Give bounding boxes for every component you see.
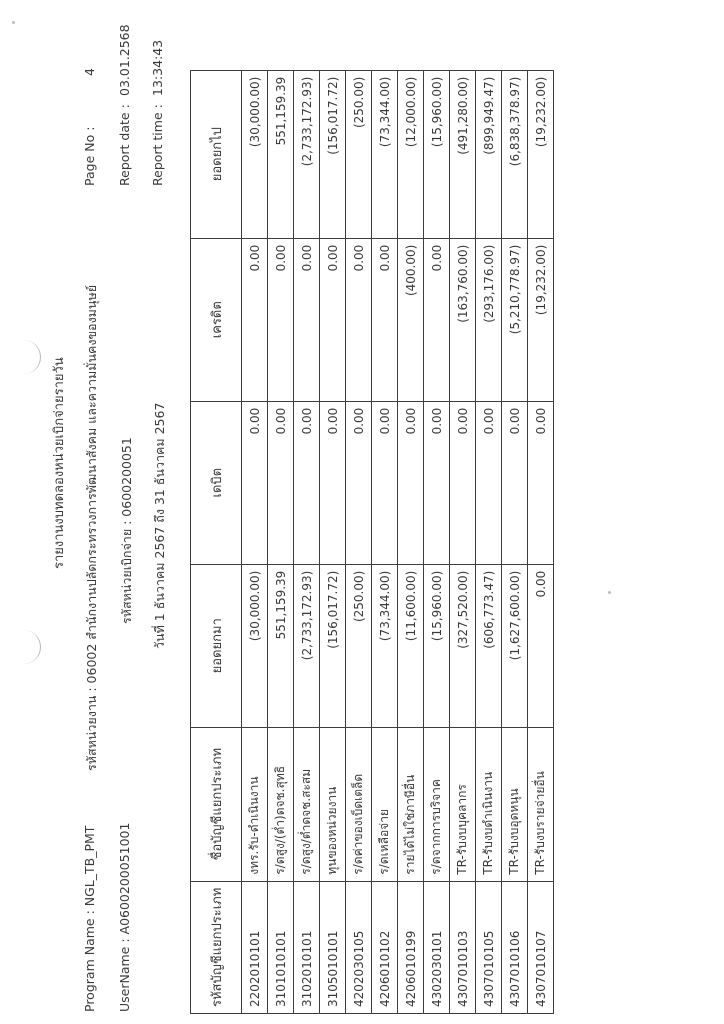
cell-account-name: งทร.รับ-ดำเนินงาน xyxy=(242,727,268,881)
header-closing-balance: ยอดยกไป xyxy=(191,70,242,238)
cell-account-code: 2202010101 xyxy=(242,881,268,1013)
table-row xyxy=(398,70,424,1013)
cell-closing-balance: (12,000.00) xyxy=(398,70,424,238)
table-row xyxy=(294,70,320,1013)
cell-account-code: 4206010199 xyxy=(398,881,424,1013)
cell-debit: 0.00 xyxy=(242,401,268,564)
cell-debit: 0.00 xyxy=(528,401,554,564)
cell-credit: (5,210,778.97) xyxy=(502,238,528,401)
table-row xyxy=(346,70,372,1013)
cell-credit: 0.00 xyxy=(372,238,398,401)
cell-account-code: 4302030101 xyxy=(424,881,450,1013)
report-time-value: 13:34:43 xyxy=(150,39,165,96)
cell-debit: 0.00 xyxy=(372,401,398,564)
cell-closing-balance: (491,280.00) xyxy=(450,70,476,238)
table-row xyxy=(476,70,502,1013)
user-name: UserName : A0600200051001 xyxy=(117,822,132,1012)
table-row xyxy=(424,70,450,1013)
cell-credit: (400.00) xyxy=(398,238,424,401)
cell-account-code: 3105010101 xyxy=(320,881,346,1013)
cell-debit: 0.00 xyxy=(476,401,502,564)
cell-debit: 0.00 xyxy=(294,401,320,564)
cell-account-name: ร/ดค่าของเบ็ดเตล็ด xyxy=(346,727,372,881)
date-range: วันที่ 1 ธันวาคม 2567 ถึง 31 ธันวาคม 2567 xyxy=(152,402,167,649)
cell-opening-balance: (1,627,600.00) xyxy=(502,564,528,727)
report-time-label: Report time : xyxy=(150,104,165,186)
cell-account-code: 3101010101 xyxy=(268,881,294,1013)
trial-balance-table xyxy=(190,70,554,1014)
cell-account-name: ร/ดเหลือจ่าย xyxy=(372,727,398,881)
cell-account-name: ร/ดจากการบริจาค xyxy=(424,727,450,881)
cell-opening-balance: (2,733,172.93) xyxy=(294,564,320,727)
table-row xyxy=(372,70,398,1013)
cell-debit: 0.00 xyxy=(450,401,476,564)
cell-credit: 0.00 xyxy=(424,238,450,401)
cell-closing-balance: (2,733,172.93) xyxy=(294,70,320,238)
cell-account-name: TR-รับงบบุคลากร xyxy=(450,727,476,881)
table-row xyxy=(242,70,268,1013)
cell-account-name: ร/ดสูง/ต่ำดจช.สะสม xyxy=(294,727,320,881)
report-title: รายงานงบทดลองหน่วยเบิกจ่ายรายวัน xyxy=(52,357,67,569)
paper-speck xyxy=(608,591,611,594)
cell-account-name: ร/ดสูง/(ต่ำ)ดจช.สุทธิ xyxy=(268,727,294,881)
cell-account-name: TR-รับงบดำเนินงาน xyxy=(476,727,502,881)
disbursement-unit: รหัสหน่วยเบิกจ่าย : 0600200051 xyxy=(119,437,134,624)
cell-account-name: TR-รับงบรายจ่ายอื่น xyxy=(528,727,554,881)
header-credit: เครดิต xyxy=(191,238,242,401)
cell-closing-balance: (899,949.47) xyxy=(476,70,502,238)
page-label: Page No : xyxy=(82,126,97,186)
cell-credit: (293,176.00) xyxy=(476,238,502,401)
table-row xyxy=(450,70,476,1013)
cell-opening-balance: (15,960.00) xyxy=(424,564,450,727)
cell-credit: 0.00 xyxy=(320,238,346,401)
cell-opening-balance: (11,600.00) xyxy=(398,564,424,727)
cell-debit: 0.00 xyxy=(346,401,372,564)
report-date-label: Report date : xyxy=(117,104,132,186)
cell-account-code: 4307010103 xyxy=(450,881,476,1013)
report-date-value: 03.01.2568 xyxy=(117,24,132,96)
header-debit: เดบิต xyxy=(191,401,242,564)
cell-closing-balance: (73,344.00) xyxy=(372,70,398,238)
paper-speck xyxy=(12,21,15,24)
punch-hole-mark xyxy=(22,340,41,374)
cell-account-code: 4307010107 xyxy=(528,881,554,1013)
cell-account-code: 4307010106 xyxy=(502,881,528,1013)
cell-closing-balance: (30,000.00) xyxy=(242,70,268,238)
cell-account-code: 4206010102 xyxy=(372,881,398,1013)
cell-opening-balance: (250.00) xyxy=(346,564,372,727)
cell-credit: (19,232.00) xyxy=(528,238,554,401)
table-header-row xyxy=(191,70,242,1013)
punch-hole-mark xyxy=(22,630,41,664)
cell-debit: 0.00 xyxy=(320,401,346,564)
cell-credit: 0.00 xyxy=(294,238,320,401)
cell-account-name: ทุนของหน่วยงาน xyxy=(320,727,346,881)
header-account-code: รหัสบัญชีแยกประเภท xyxy=(191,881,242,1013)
cell-credit: 0.00 xyxy=(346,238,372,401)
cell-opening-balance: (156,017.72) xyxy=(320,564,346,727)
table-row xyxy=(268,70,294,1013)
cell-account-name: รายได้ไม่ใช่ภาษีอื่น xyxy=(398,727,424,881)
page-value: 4 xyxy=(82,68,97,76)
cell-opening-balance: 0.00 xyxy=(528,564,554,727)
table-row xyxy=(528,70,554,1013)
cell-account-code: 4202030105 xyxy=(346,881,372,1013)
header-account-name: ชื่อบัญชีแยกประเภท xyxy=(191,727,242,881)
cell-closing-balance: (15,960.00) xyxy=(424,70,450,238)
cell-credit: 0.00 xyxy=(268,238,294,401)
cell-credit: (163,760.00) xyxy=(450,238,476,401)
table-row xyxy=(502,70,528,1013)
cell-closing-balance: (250.00) xyxy=(346,70,372,238)
cell-debit: 0.00 xyxy=(268,401,294,564)
cell-credit: 0.00 xyxy=(242,238,268,401)
cell-opening-balance: (606,773.47) xyxy=(476,564,502,727)
agency-code: รหัสหน่วยงาน : 06002 สำนักงานปลัดกระทรวงการพัฒนาสังคม และความมั่นคงของมนุษย์ xyxy=(84,284,99,771)
table-row xyxy=(320,70,346,1013)
cell-debit: 0.00 xyxy=(398,401,424,564)
cell-closing-balance: (156,017.72) xyxy=(320,70,346,238)
cell-closing-balance: 551,159.39 xyxy=(268,70,294,238)
cell-opening-balance: 551,159.39 xyxy=(268,564,294,727)
cell-debit: 0.00 xyxy=(424,401,450,564)
cell-account-code: 4307010105 xyxy=(476,881,502,1013)
cell-opening-balance: (327,520.00) xyxy=(450,564,476,727)
header-opening-balance: ยอดยกมา xyxy=(191,564,242,727)
cell-closing-balance: (19,232.00) xyxy=(528,70,554,238)
cell-opening-balance: (30,000.00) xyxy=(242,564,268,727)
cell-account-code: 3102010101 xyxy=(294,881,320,1013)
cell-opening-balance: (73,344.00) xyxy=(372,564,398,727)
program-name: Program Name : NGL_TB_PMT xyxy=(82,825,97,1012)
cell-debit: 0.00 xyxy=(502,401,528,564)
cell-closing-balance: (6,838,378.97) xyxy=(502,70,528,238)
cell-account-name: TR-รับงบอุดหนุน xyxy=(502,727,528,881)
